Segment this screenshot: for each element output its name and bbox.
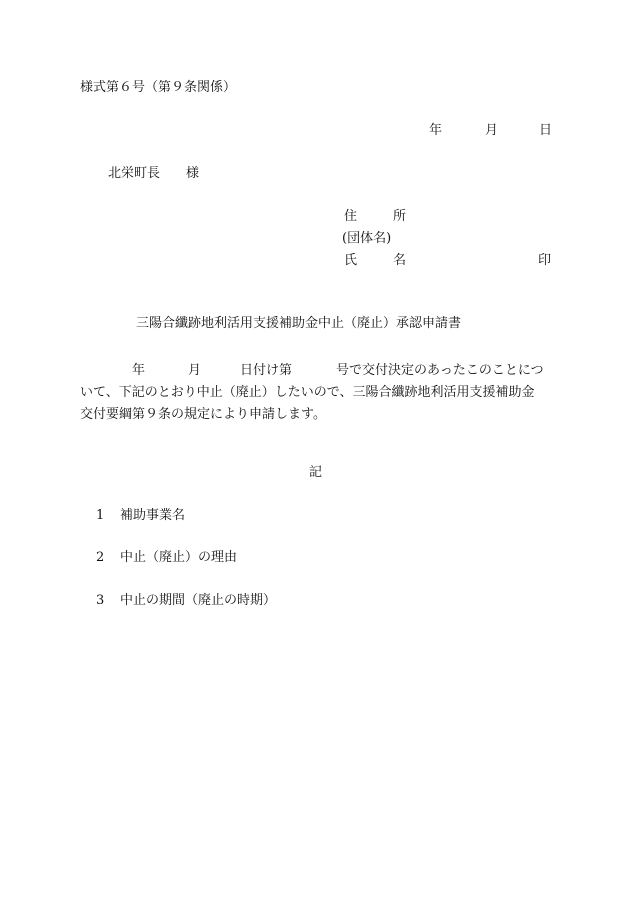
list-item [96,551,237,564]
date-year-label: 年 [429,123,443,138]
body-line-2 [80,382,552,404]
name-line [342,254,552,276]
addressee-name: 北栄町長 [108,166,161,181]
organization-label: (団体名) [342,231,392,246]
item-label: 中止（廃止）の理由 [120,550,238,565]
address-line [342,210,552,232]
body-year-label: 年 [132,363,146,378]
item-label: 補助事業名 [120,508,186,523]
list-item [96,509,185,522]
address-label-2: 所 [393,209,407,224]
item-label: 中止の期間（廃止の時期） [120,593,277,608]
date-line [429,124,551,140]
organization-line [342,232,552,254]
name-label-2: 名 [393,253,407,268]
list-item [96,594,276,607]
item-number: 3 [96,593,105,608]
name-label-1: 氏 [344,253,358,268]
form-number: 様式第６号（第９条関係） [80,80,237,95]
body-line-3 [80,404,552,426]
body-line-1-text: 号で交付決定のあったこのことにつ [336,363,544,378]
date-day-label: 日 [539,123,553,138]
item-number: 2 [96,550,105,565]
body-line-3-text: 交付要綱第９条の規定により申請します。 [80,407,326,422]
date-month-label: 月 [485,123,499,138]
ki-heading: 記 [309,465,323,480]
applicant-block [342,210,552,276]
body-line-2-text: いて、下記のとおり中止（廃止）したいので、三陽合纖跡地利活用支援補助金 [80,385,535,400]
body-line-1 [80,360,552,382]
body-paragraph [80,360,552,426]
document-title: 三陽合纖跡地利活用支援補助金中止（廃止）承認申請書 [136,316,462,331]
item-number: 1 [96,508,105,523]
addressee-honorific: 様 [186,166,200,181]
body-month-label: 月 [188,363,202,378]
body-dated-label: 日付け第 [240,363,293,378]
address-label-1: 住 [344,209,358,224]
seal-mark: 印 [538,253,552,268]
